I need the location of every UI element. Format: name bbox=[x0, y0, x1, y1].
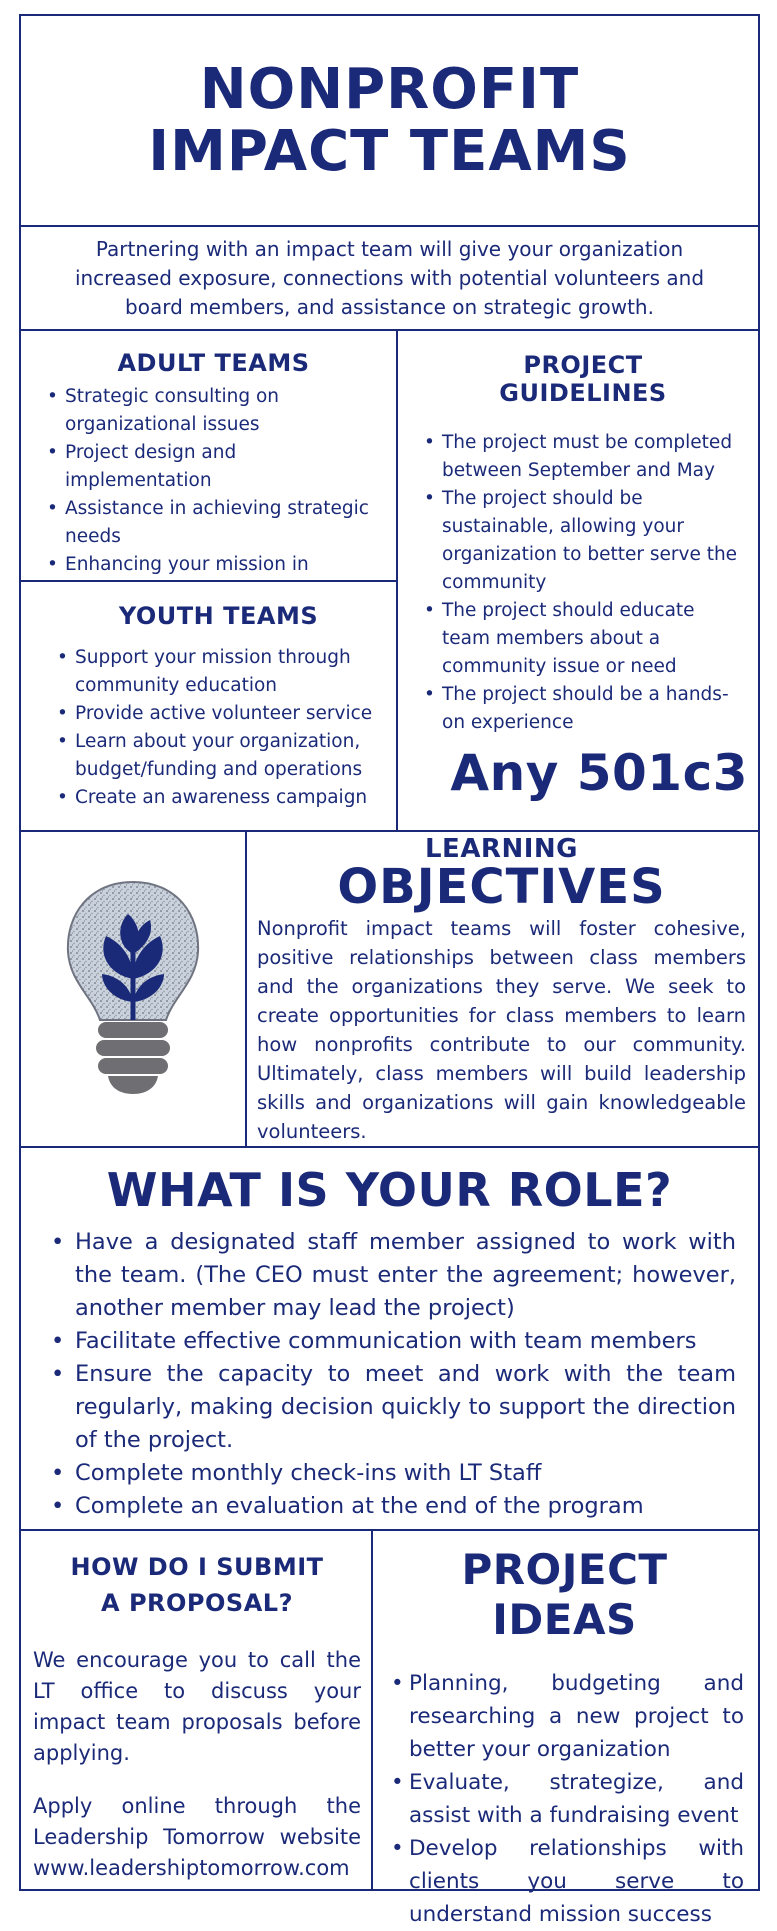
project-guidelines-heading bbox=[418, 351, 748, 407]
title-line-2: IMPACT TEAMS bbox=[148, 118, 631, 184]
role-list bbox=[43, 1226, 736, 1523]
list-item: • Develop relationships with clients you serve to understand mission success bbox=[385, 1832, 744, 1931]
list-item: • Support your mission through community education bbox=[51, 644, 386, 700]
submit-heading-line-1: HOW DO I SUBMIT bbox=[70, 1553, 324, 1581]
objectives-heading: OBJECTIVES bbox=[337, 859, 666, 915]
adult-teams-section bbox=[19, 329, 398, 582]
submit-proposal-section bbox=[19, 1529, 373, 1891]
guidelines-heading-line-2: GUIDELINES bbox=[499, 379, 667, 407]
list-item: • Complete an evaluation at the end of the program bbox=[43, 1490, 736, 1523]
apply-online-text: Apply online through the Leadership Tomorrow website www.leadershiptomorrow.com bbox=[33, 1794, 361, 1880]
list-item: • Planning, budgeting and researching a new project to better your organization bbox=[385, 1667, 744, 1766]
list-item: • Project design and implementation bbox=[41, 439, 386, 495]
list-item: • Evaluate, strategize, and assist with a fundraising event bbox=[385, 1766, 744, 1832]
submit-heading-line-2: A PROPOSAL? bbox=[101, 1589, 293, 1617]
eligibility-callout: Any 501c3 bbox=[450, 744, 748, 802]
list-item: • Complete monthly check-ins with LT Staff bbox=[43, 1457, 736, 1490]
youth-teams-heading: YOUTH TEAMS bbox=[118, 602, 319, 630]
list-item: • Enhancing your mission in bbox=[41, 551, 386, 607]
adult-teams-heading: ADULT TEAMS bbox=[117, 349, 310, 377]
intro-text: Partnering with an impact team will give your organization increased exposure, connections with potential volunteers and board members, and assistance on strategic growth. bbox=[74, 236, 705, 319]
intro-section bbox=[19, 225, 760, 331]
youth-teams-list bbox=[51, 644, 386, 812]
list-item: • Ensure the capacity to meet and work with the team regularly, making decision quickly to support the direction of the project. bbox=[43, 1358, 736, 1457]
list-item: • The project should be a hands-on experience bbox=[418, 681, 748, 737]
learning-heading: LEARNING bbox=[424, 834, 578, 864]
adult-teams-list bbox=[41, 383, 386, 607]
list-item: • Facilitate effective communication with team members bbox=[43, 1325, 736, 1358]
role-section bbox=[19, 1146, 760, 1531]
project-guidelines-list bbox=[418, 429, 748, 737]
list-item: • The project should be sustainable, allowing your organization to better serve the community bbox=[418, 485, 748, 597]
project-ideas-list bbox=[385, 1667, 744, 1931]
list-item: • Learn about your organization, budget/funding and operations bbox=[51, 728, 386, 784]
list-item: • Have a designated staff member assigned to work with the team. (The CEO must enter the agreement; however, another member may lead the project) bbox=[43, 1226, 736, 1325]
list-item: • Create an awareness campaign bbox=[51, 784, 386, 812]
project-guidelines-section bbox=[396, 329, 760, 832]
project-ideas-heading: PROJECT IDEAS bbox=[461, 1545, 668, 1644]
submit-instructions: We encourage you to call the LT office to discuss your impact team proposals before applying. bbox=[33, 1648, 361, 1765]
project-ideas-section bbox=[371, 1529, 760, 1927]
submit-proposal-heading bbox=[33, 1549, 361, 1621]
list-item: • The project must be completed between September and May bbox=[418, 429, 748, 485]
list-item: • The project should educate team members about a community issue or need bbox=[418, 597, 748, 681]
list-item: • Assistance in achieving strategic needs bbox=[41, 495, 386, 551]
learning-objectives-section bbox=[245, 830, 760, 1148]
list-item: • Provide active volunteer service bbox=[51, 700, 386, 728]
lightbulb-illustration bbox=[19, 830, 247, 1148]
lightbulb-icon bbox=[58, 874, 208, 1104]
learning-objectives-text: Nonprofit impact teams will foster cohesive, positive relationships between class members and the organizations they serve. We seek to create opportunities for class members to learn how nonprofits contribute to our community. Ultimately, class members will build leadership skills and organizations will gain knowledgeable volunteers. bbox=[257, 917, 746, 1143]
page-title bbox=[148, 56, 631, 184]
list-item: • Strategic consulting on organizational issues bbox=[41, 383, 386, 439]
youth-teams-section bbox=[19, 580, 398, 832]
title-line-1: NONPROFIT bbox=[199, 56, 580, 122]
role-heading: WHAT IS YOUR ROLE? bbox=[106, 1163, 673, 1217]
title-section bbox=[19, 14, 760, 227]
guidelines-heading-line-1: PROJECT bbox=[523, 351, 643, 379]
